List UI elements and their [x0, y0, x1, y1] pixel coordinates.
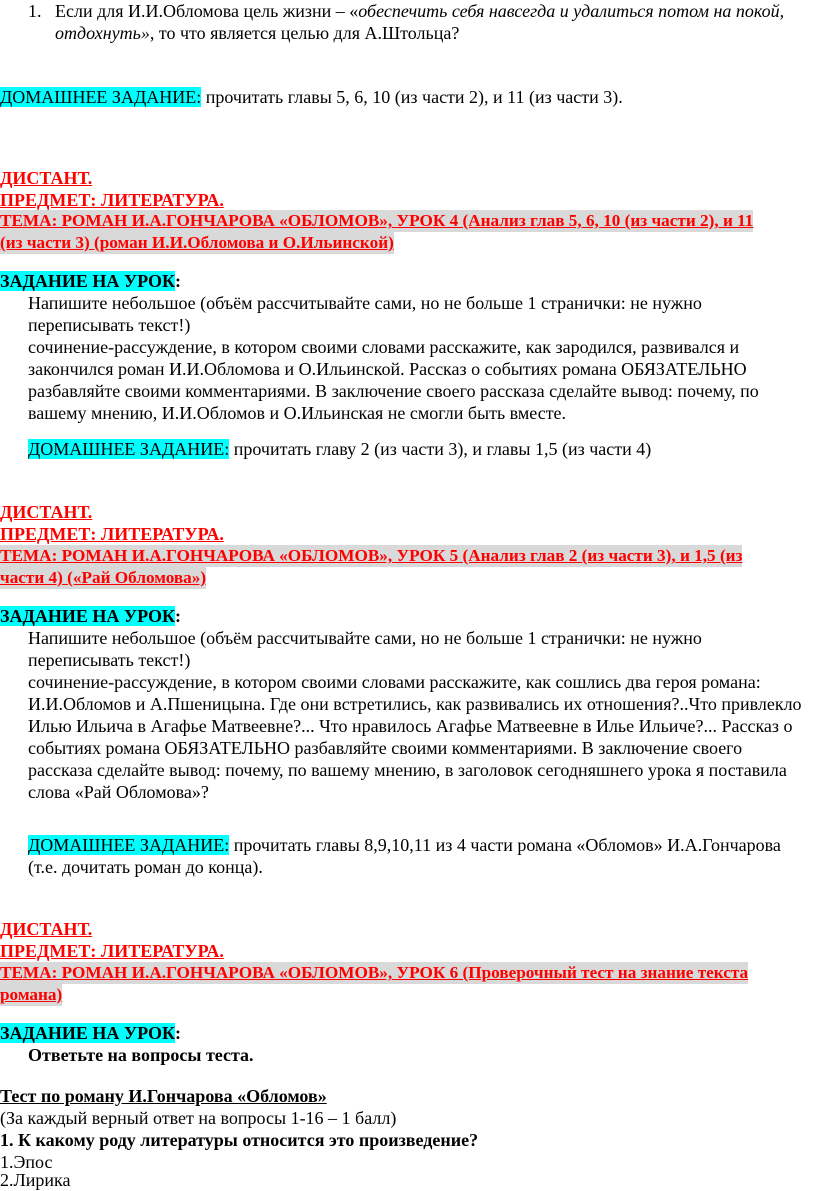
task-body-line: рассказа сделайте вывод: почему, по вашему мнению, в заголовок сегодняшнего урока я поставила	[28, 760, 787, 780]
homework-line	[28, 834, 781, 856]
task-body-line: Илью Ильича в Агафье Матвеевне?... Что нравилось Агафье Матвеевне в Илье Ильиче?... Рассказ о	[28, 716, 793, 736]
task-colon: :	[175, 606, 182, 626]
test-question-1: 1. К какому роду литературы относится это произведение?	[0, 1130, 479, 1150]
subject-heading: ПРЕДМЕТ: ЛИТЕРАТУРА.	[0, 524, 224, 544]
homework-text: прочитать главы 8,9,10,11 из 4 части романа «Обломов» И.А.Гончарова	[229, 835, 781, 855]
task-label: ЗАДАНИЕ НА УРОК	[0, 271, 176, 291]
intro-line-1	[55, 0, 784, 22]
task-label: ЗАДАНИЕ НА УРОК	[0, 606, 176, 626]
distant-heading: ДИСТАНТ.	[0, 168, 93, 188]
homework-line	[0, 86, 623, 108]
task-body-line: разбавляйте своими комментариями. В заключение своего рассказа сделайте вывод: почему, по	[28, 381, 759, 401]
intro-quote-end: отдохнуть»	[55, 23, 150, 43]
homework-line	[28, 438, 651, 460]
task-heading	[0, 1022, 181, 1044]
task-body-line: сочинение-рассуждение, в котором своими словами расскажите, как сошлись два героя романа:	[28, 672, 761, 692]
answer-option: 2.Лирика	[0, 1170, 71, 1190]
homework-text: прочитать главы 5, 6, 10 (из части 2), и 11 (из части 3).	[201, 87, 623, 107]
intro-quote: обеспечить себя навсегда и удалиться потом на покой,	[358, 1, 785, 21]
task-colon: :	[175, 1023, 182, 1043]
intro-line-2	[55, 22, 459, 44]
topic-heading-line-1: ТЕМА: РОМАН И.А.ГОНЧАРОВА «ОБЛОМОВ», УРОК 4 (Анализ глав 5, 6, 10 (из части 2), и 11	[0, 211, 754, 230]
distant-heading: ДИСТАНТ.	[0, 502, 93, 522]
homework-line-2: (т.е. дочитать роман до конца).	[28, 857, 263, 877]
task-label: ЗАДАНИЕ НА УРОК	[0, 1023, 176, 1043]
task-heading	[0, 605, 181, 627]
topic-heading-line-1: ТЕМА: РОМАН И.А.ГОНЧАРОВА «ОБЛОМОВ», УРОК 5 (Анализ глав 2 (из части 3), и 1,5 (из	[0, 546, 743, 565]
intro-question: , то что является целью для А.Штольца?	[149, 23, 460, 43]
homework-label: ДОМАШНЕЕ ЗАДАНИЕ:	[28, 835, 230, 855]
task-heading	[0, 270, 181, 292]
task-body-line: вашему мнению, И.И.Обломов и О.Ильинская не смогли быть вместе.	[28, 403, 567, 423]
subject-heading: ПРЕДМЕТ: ЛИТЕРАТУРА.	[0, 190, 224, 210]
intro-text: Если для И.И.Обломова цель жизни – «	[55, 1, 359, 21]
task-body-line: переписывать текст!)	[28, 650, 191, 670]
homework-text: прочитать главу 2 (из части 3), и главы 1,5 (из части 4)	[229, 439, 652, 459]
answer-option: 1.Эпос	[0, 1152, 53, 1172]
task-body-line: И.И.Обломов и А.Пшеницына. Где они встретились, как развивались их отношения?..Что привлекло	[28, 694, 802, 714]
task-body-line: слова «Рай Обломова»?	[28, 782, 209, 802]
test-title: Тест по роману И.Гончарова «Обломов»	[0, 1086, 327, 1106]
topic-heading-line-2: романа)	[0, 985, 63, 1004]
task-body-line: Напишите небольшое (объём рассчитывайте сами, но не больше 1 странички: не нужно	[28, 628, 702, 648]
subject-heading: ПРЕДМЕТ: ЛИТЕРАТУРА.	[0, 941, 224, 961]
question-number: 1.	[28, 1, 42, 21]
topic-heading-line-1: ТЕМА: РОМАН И.А.ГОНЧАРОВА «ОБЛОМОВ», УРОК 6 (Проверочный тест на знание текста	[0, 963, 749, 982]
task-body-line: Напишите небольшое (объём рассчитывайте сами, но не больше 1 странички: не нужно	[28, 293, 702, 313]
task-body-line: событиях романа ОБЯЗАТЕЛЬНО разбавляйте своими комментариями. В заключение своего	[28, 738, 743, 758]
task-body-line: сочинение-рассуждение, в котором своими словами расскажите, как зародился, развивался и	[28, 337, 740, 357]
task-body-line: Ответьте на вопросы теста.	[28, 1045, 254, 1065]
task-colon: :	[175, 271, 182, 291]
topic-heading-line-2: части 4) («Рай Обломова»)	[0, 568, 207, 587]
topic-heading-line-2: (из части 3) (роман И.И.Обломова и О.Ильинской)	[0, 233, 394, 252]
test-scoring-note: (За каждый верный ответ на вопросы 1-16 – 1 балл)	[0, 1108, 397, 1128]
distant-heading: ДИСТАНТ.	[0, 919, 93, 939]
homework-label: ДОМАШНЕЕ ЗАДАНИЕ:	[0, 87, 202, 107]
task-body-line: закончился роман И.И.Обломова и О.Ильинской. Рассказ о событиях романа ОБЯЗАТЕЛЬНО	[28, 359, 747, 379]
homework-label: ДОМАШНЕЕ ЗАДАНИЕ:	[28, 439, 230, 459]
task-body-line: переписывать текст!)	[28, 315, 191, 335]
